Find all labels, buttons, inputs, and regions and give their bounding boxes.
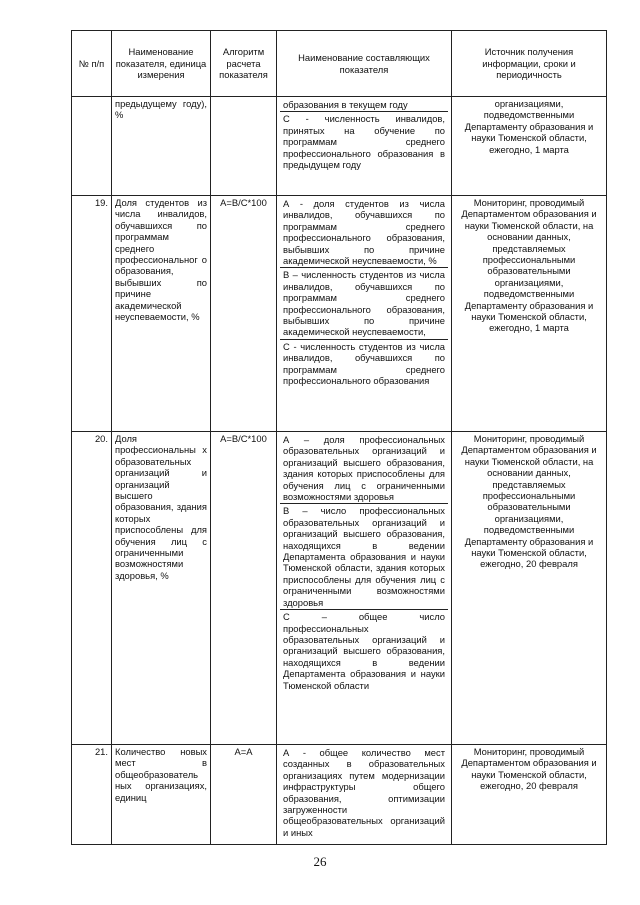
row-num: 19. xyxy=(72,196,112,432)
header-algorithm: Алгоритм расчета показателя xyxy=(211,31,277,97)
table-row xyxy=(72,97,607,196)
row-algorithm: A=A xyxy=(211,745,277,845)
page-number: 26 xyxy=(313,854,327,869)
header-num: № п/п xyxy=(72,31,112,97)
row-name: Доля профессиональны х образовательных организаций и организаций высшего образования, здания которых приспособлены для обучения лиц с ограниченными возможностями здоровья, % xyxy=(112,432,211,745)
row-algorithm: A=B/C*100 xyxy=(211,196,277,432)
component-part: В – численность студентов из числа инвалидов, обучавшихся по программам среднего профессионального образования, выбывших по причине академической неуспеваемости, xyxy=(280,268,448,339)
component-part: А - доля студентов из числа инвалидов, обучавшихся по программам среднего профессионального образования, выбывших по причине академической неуспеваемости, % xyxy=(280,197,448,268)
row-source: Мониторинг, проводимый Департаментом образования и науки Тюменской области, на основании данных, представляемых профессиональными образовательными организациями, подведомственными Департаменту образования и науки Тюменской области, ежегодно, 20 февраля xyxy=(452,432,607,745)
row-components xyxy=(277,196,452,432)
row-components xyxy=(277,745,452,845)
component-part: А - общее количество мест созданных в образовательных организациях путем модернизации инфраструктуры общего образования, оптимизации загруженности общеобразовательных организаций и иных xyxy=(283,747,445,838)
component-part: А – доля профессиональных образовательных организаций и организаций высшего образования, здания которых приспособлены для обучения лиц с ограниченными возможностями здоровья xyxy=(280,433,448,504)
row-source: организациями, подведомственными Департаменту образования и науки Тюменской области, ежегодно, 1 марта xyxy=(452,97,607,196)
row-algorithm: A=B/C*100 xyxy=(211,432,277,745)
row-name: Доля студентов из числа инвалидов, обучавшихся по программам среднего профессиональног о образования, выбывших по причине академической неуспеваемости, % xyxy=(112,196,211,432)
component-part: С - численность инвалидов, принятых на обучение по программам среднего профессионального образования в предыдущем году xyxy=(283,113,445,171)
table-row xyxy=(72,432,607,745)
component-part: С - численность студентов из числа инвалидов, обучавшихся по программам среднего профессионального образования xyxy=(283,340,445,387)
row-components xyxy=(277,432,452,745)
row-name: предыдущему году), % xyxy=(112,97,211,196)
row-name: Количество новых мест в общеобразователь ных организациях, единиц xyxy=(112,745,211,845)
row-num xyxy=(72,97,112,196)
row-components xyxy=(277,97,452,196)
component-part: В – число профессиональных образовательных организаций и организаций высшего образования, находящихся в ведении Департамента образования и науки Тюменской области, здания которых приспособлены для обучения лиц с ограниченными возможностями здоровья xyxy=(280,504,448,610)
row-algorithm xyxy=(211,97,277,196)
header-components: Наименование составляющих показателя xyxy=(277,31,452,97)
header-source: Источник получения информации, сроки и периодичность xyxy=(452,31,607,97)
component-part: С – общее число профессиональных образовательных организаций и организаций высшего образования, находящихся в ведении Департамента образования и науки Тюменской области xyxy=(283,611,445,691)
table-row xyxy=(72,745,607,845)
table-header-row xyxy=(72,31,607,97)
table-row xyxy=(72,196,607,432)
component-part: образования в текущем году xyxy=(280,98,448,112)
row-num: 20. xyxy=(72,432,112,745)
indicators-table xyxy=(71,30,607,845)
row-source: Мониторинг, проводимый Департаментом образования и науки Тюменской области, на основании данных, представляемых профессиональными образовательными организациями, подведомственными Департаменту образования и науки Тюменской области, ежегодно, 1 марта xyxy=(452,196,607,432)
row-source: Мониторинг, проводимый Департаментом образования и науки Тюменской области, ежегодно, 20 февраля xyxy=(452,745,607,845)
header-name: Наименование показателя, единица измерения xyxy=(112,31,211,97)
row-num: 21. xyxy=(72,745,112,845)
